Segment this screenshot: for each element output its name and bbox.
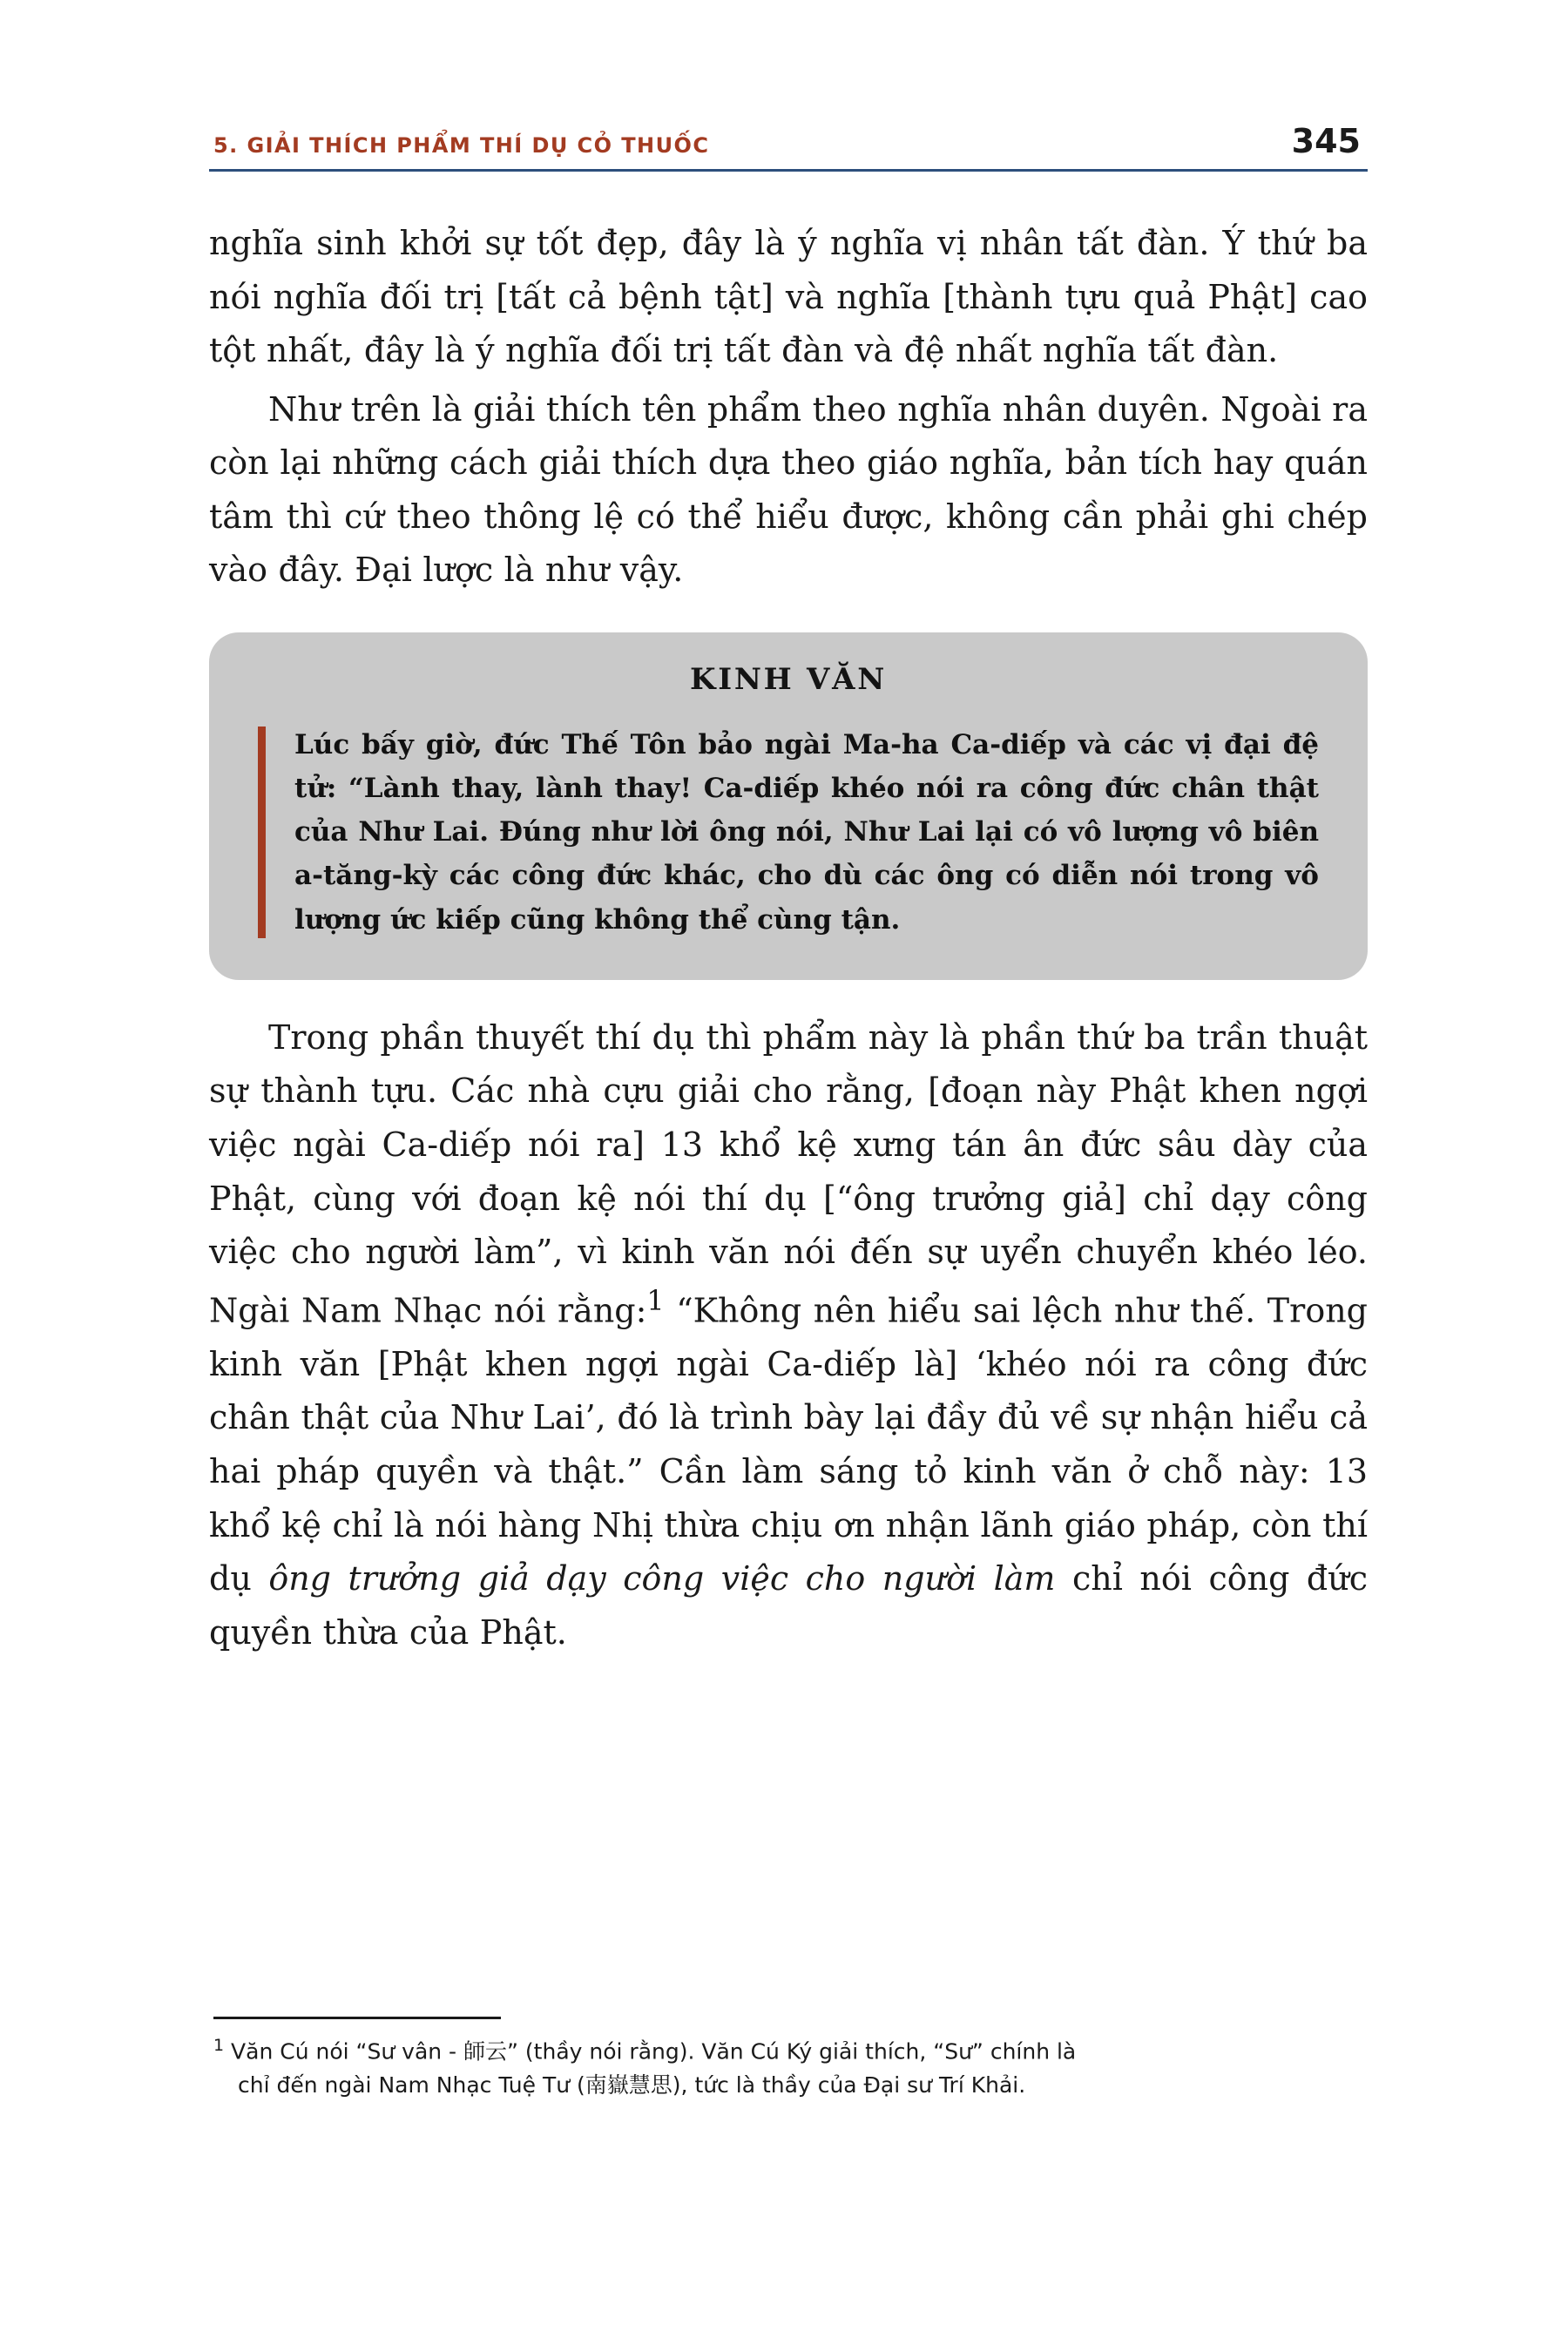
body-text-bottom bbox=[209, 1011, 1368, 1659]
page-content bbox=[209, 0, 1368, 1659]
footnote-reference[interactable]: 1 bbox=[646, 1285, 665, 1317]
paragraph-3 bbox=[209, 1011, 1368, 1659]
running-head bbox=[209, 0, 1368, 160]
footnote-line-1: Văn Cú nói “Sư vân - 師云” (thầy nói rằng). Văn Cú Ký giải thích, “Sư” chính là bbox=[224, 2038, 1077, 2065]
running-head-chapter: 5. GIẢI THÍCH PHẨM THÍ DỤ CỎ THUỐC bbox=[213, 133, 710, 158]
footnote-1 bbox=[213, 2033, 1368, 2103]
paragraph-1: nghĩa sinh khởi sự tốt đẹp, đây là ý nghĩa vị nhân tất đàn. Ý thứ ba nói nghĩa đối trị [tất cả bệnh tật] và nghĩa [thành tựu quả Phật] cao tột nhất, đây là ý nghĩa đối trị tất đàn và đệ nhất nghĩa tất đàn. bbox=[209, 224, 1368, 370]
page-number: 345 bbox=[1291, 122, 1361, 160]
sutra-quote-box bbox=[209, 632, 1368, 980]
paragraph-2: Như trên là giải thích tên phẩm theo nghĩa nhân duyên. Ngoài ra còn lại những cách giải thích dựa theo giáo nghĩa, bản tích hay quán tâm thì cứ theo thông lệ có thể hiểu được, không cần phải ghi chép vào đây. Đại lược là như vậy. bbox=[209, 389, 1368, 590]
sutra-text: Lúc bấy giờ, đức Thế Tôn bảo ngài Ma-ha Ca-diếp và các vị đại đệ tử: “Lành thay, lành thay! Ca-diếp khéo nói ra công đức chân thật của Như Lai. Đúng như lời ông nói, Như Lai lại có vô lượng vô biên a-tăng-kỳ các công đức khác, cho dù các ông có diễn nói trong vô lượng ức kiếp cũng không thể cùng tận. bbox=[294, 728, 1319, 936]
sutra-body bbox=[258, 723, 1319, 942]
footnote-area bbox=[213, 2017, 1368, 2103]
header-rule bbox=[209, 169, 1368, 172]
footnote-rule bbox=[213, 2017, 501, 2019]
footnote-line-2: chỉ đến ngài Nam Nhạc Tuệ Tư (南嶽慧思), tức là thầy của Đại sư Trí Khải. bbox=[238, 2072, 1026, 2099]
body-text-top bbox=[209, 217, 1368, 598]
sutra-accent-bar bbox=[258, 727, 266, 938]
paragraph-3-italic: ông trưởng giả dạy công việc cho người làm bbox=[268, 1559, 1056, 1598]
paragraph-3-part1: Trong phần thuyết thí dụ thì phẩm này là phần thứ ba trần thuật sự thành tựu. Các nhà cựu giải cho rằng, [đoạn này Phật khen ngợi việc ngài Ca-diếp nói ra] 13 khổ kệ xưng tán ân đức sâu dày của Phật, cùng với đoạn kệ nói thí dụ [“ông trưởng giả] chỉ dạy công việc cho người làm”, vì kinh văn nói đến sự uyển chuyển khéo léo. Ngài Nam Nhạc nói rằng: bbox=[209, 1017, 1368, 1330]
paragraph-3-part2: “Không nên hiểu sai lệch như thế. Trong kinh văn [Phật khen ngợi ngài Ca-diếp là] ‘khéo nói ra công đức chân thật của Như Lai’, đó là trình bày lại đầy đủ về sự nhận hiểu cả hai pháp quyền và thật.” Cần làm sáng tỏ kinh văn ở chỗ này: 13 khổ kệ chỉ là nói hàng Nhị thừa chịu ơn nhận lãnh giáo pháp, còn thí dụ bbox=[209, 1291, 1368, 1598]
footnote-marker: 1 bbox=[213, 2036, 225, 2055]
sutra-box-title: KINH VĂN bbox=[689, 661, 888, 697]
paragraph-3-part3: chỉ nói công đức quyền thừa của Phật. bbox=[209, 1559, 1368, 1652]
